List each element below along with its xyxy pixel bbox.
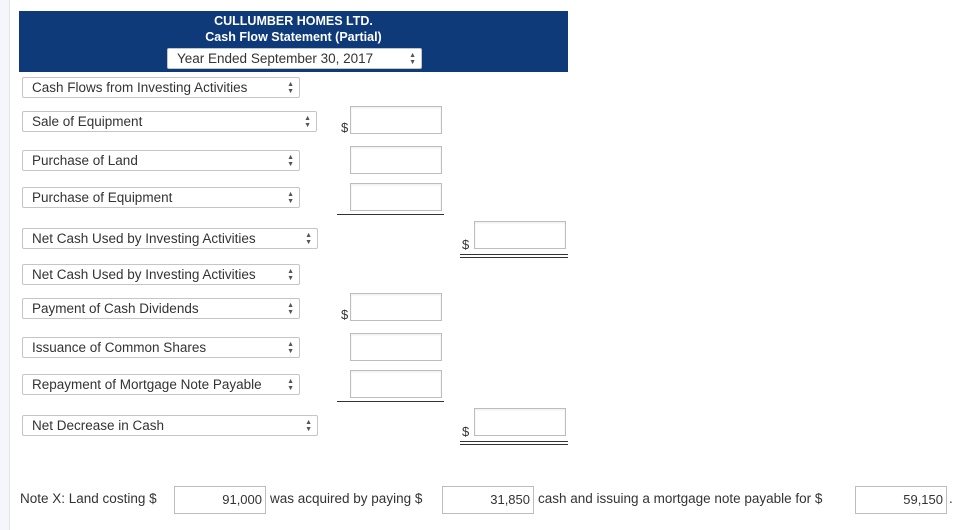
section-heading-select[interactable] — [22, 77, 300, 98]
select-arrows-icon: ▲ ▼ — [305, 419, 312, 433]
row7-label: Issuance of Common Shares — [32, 340, 207, 355]
select-arrows-icon: ▲ ▼ — [305, 232, 312, 246]
row3-amount-input[interactable] — [350, 183, 442, 211]
row6-amount-input[interactable] — [350, 293, 442, 321]
row1-amount-input[interactable] — [350, 106, 442, 134]
select-arrows-icon: ▲ ▼ — [287, 302, 294, 316]
row3-label: Purchase of Equipment — [32, 190, 173, 205]
row4-amount-input[interactable] — [474, 221, 566, 249]
cash-paid-input[interactable]: 31,850 — [442, 486, 534, 514]
left-border — [0, 0, 10, 530]
row2-select[interactable] — [22, 150, 300, 171]
row7-select[interactable] — [22, 337, 300, 358]
subtotal-line — [337, 401, 444, 402]
note-text-1: Note X: Land costing $ — [20, 491, 157, 506]
total-double-line — [460, 254, 568, 258]
subtotal-line — [337, 214, 444, 215]
row1-select[interactable] — [22, 111, 317, 132]
row8-label: Repayment of Mortgage Note Payable — [32, 377, 262, 392]
period-select-label: Year Ended September 30, 2017 — [177, 51, 374, 66]
period-select[interactable] — [167, 48, 422, 69]
row5-label: Net Cash Used by Investing Activities — [32, 267, 256, 282]
select-arrows-icon: ▲ ▼ — [287, 268, 294, 282]
dollar-sign: $ — [462, 424, 470, 439]
company-name: CULLUMBER HOMES LTD. — [214, 14, 373, 28]
land-cost-input[interactable]: 91,000 — [174, 486, 266, 514]
mortgage-input[interactable]: 59,150 — [855, 486, 947, 514]
select-arrows-icon: ▲ ▼ — [287, 81, 294, 95]
select-arrows-icon: ▲ ▼ — [287, 378, 294, 392]
note-end-period: . — [949, 491, 953, 506]
row9-amount-input[interactable] — [474, 408, 566, 436]
select-arrows-icon: ▲ ▼ — [304, 115, 311, 129]
row2-label: Purchase of Land — [32, 153, 138, 168]
dollar-sign: $ — [341, 120, 349, 135]
row3-select[interactable] — [22, 187, 300, 208]
total-double-line — [460, 441, 568, 445]
row4-label: Net Cash Used by Investing Activities — [32, 231, 256, 246]
dollar-sign: $ — [341, 307, 349, 322]
select-arrows-icon: ▲ ▼ — [287, 154, 294, 168]
dollar-sign: $ — [462, 237, 470, 252]
note-text-3: cash and issuing a mortgage note payable for $ — [538, 491, 823, 506]
row8-amount-input[interactable] — [350, 370, 442, 398]
select-arrows-icon: ▲ ▼ — [409, 52, 416, 66]
row6-select[interactable] — [22, 298, 300, 319]
statement-title: Cash Flow Statement (Partial) — [205, 30, 382, 44]
select-arrows-icon: ▲ ▼ — [287, 341, 294, 355]
note-text-2: was acquired by paying $ — [270, 491, 423, 506]
row5-select[interactable] — [22, 264, 300, 285]
row7-amount-input[interactable] — [350, 333, 442, 361]
row9-label: Net Decrease in Cash — [32, 418, 165, 433]
row8-select[interactable] — [22, 374, 300, 395]
select-arrows-icon: ▲ ▼ — [287, 191, 294, 205]
section-heading-label: Cash Flows from Investing Activities — [32, 80, 248, 95]
row1-label: Sale of Equipment — [32, 114, 143, 129]
row6-label: Payment of Cash Dividends — [32, 301, 199, 316]
statement-header — [19, 11, 568, 72]
row2-amount-input[interactable] — [350, 146, 442, 174]
row9-select[interactable] — [22, 415, 318, 436]
row4-select[interactable] — [22, 228, 318, 249]
